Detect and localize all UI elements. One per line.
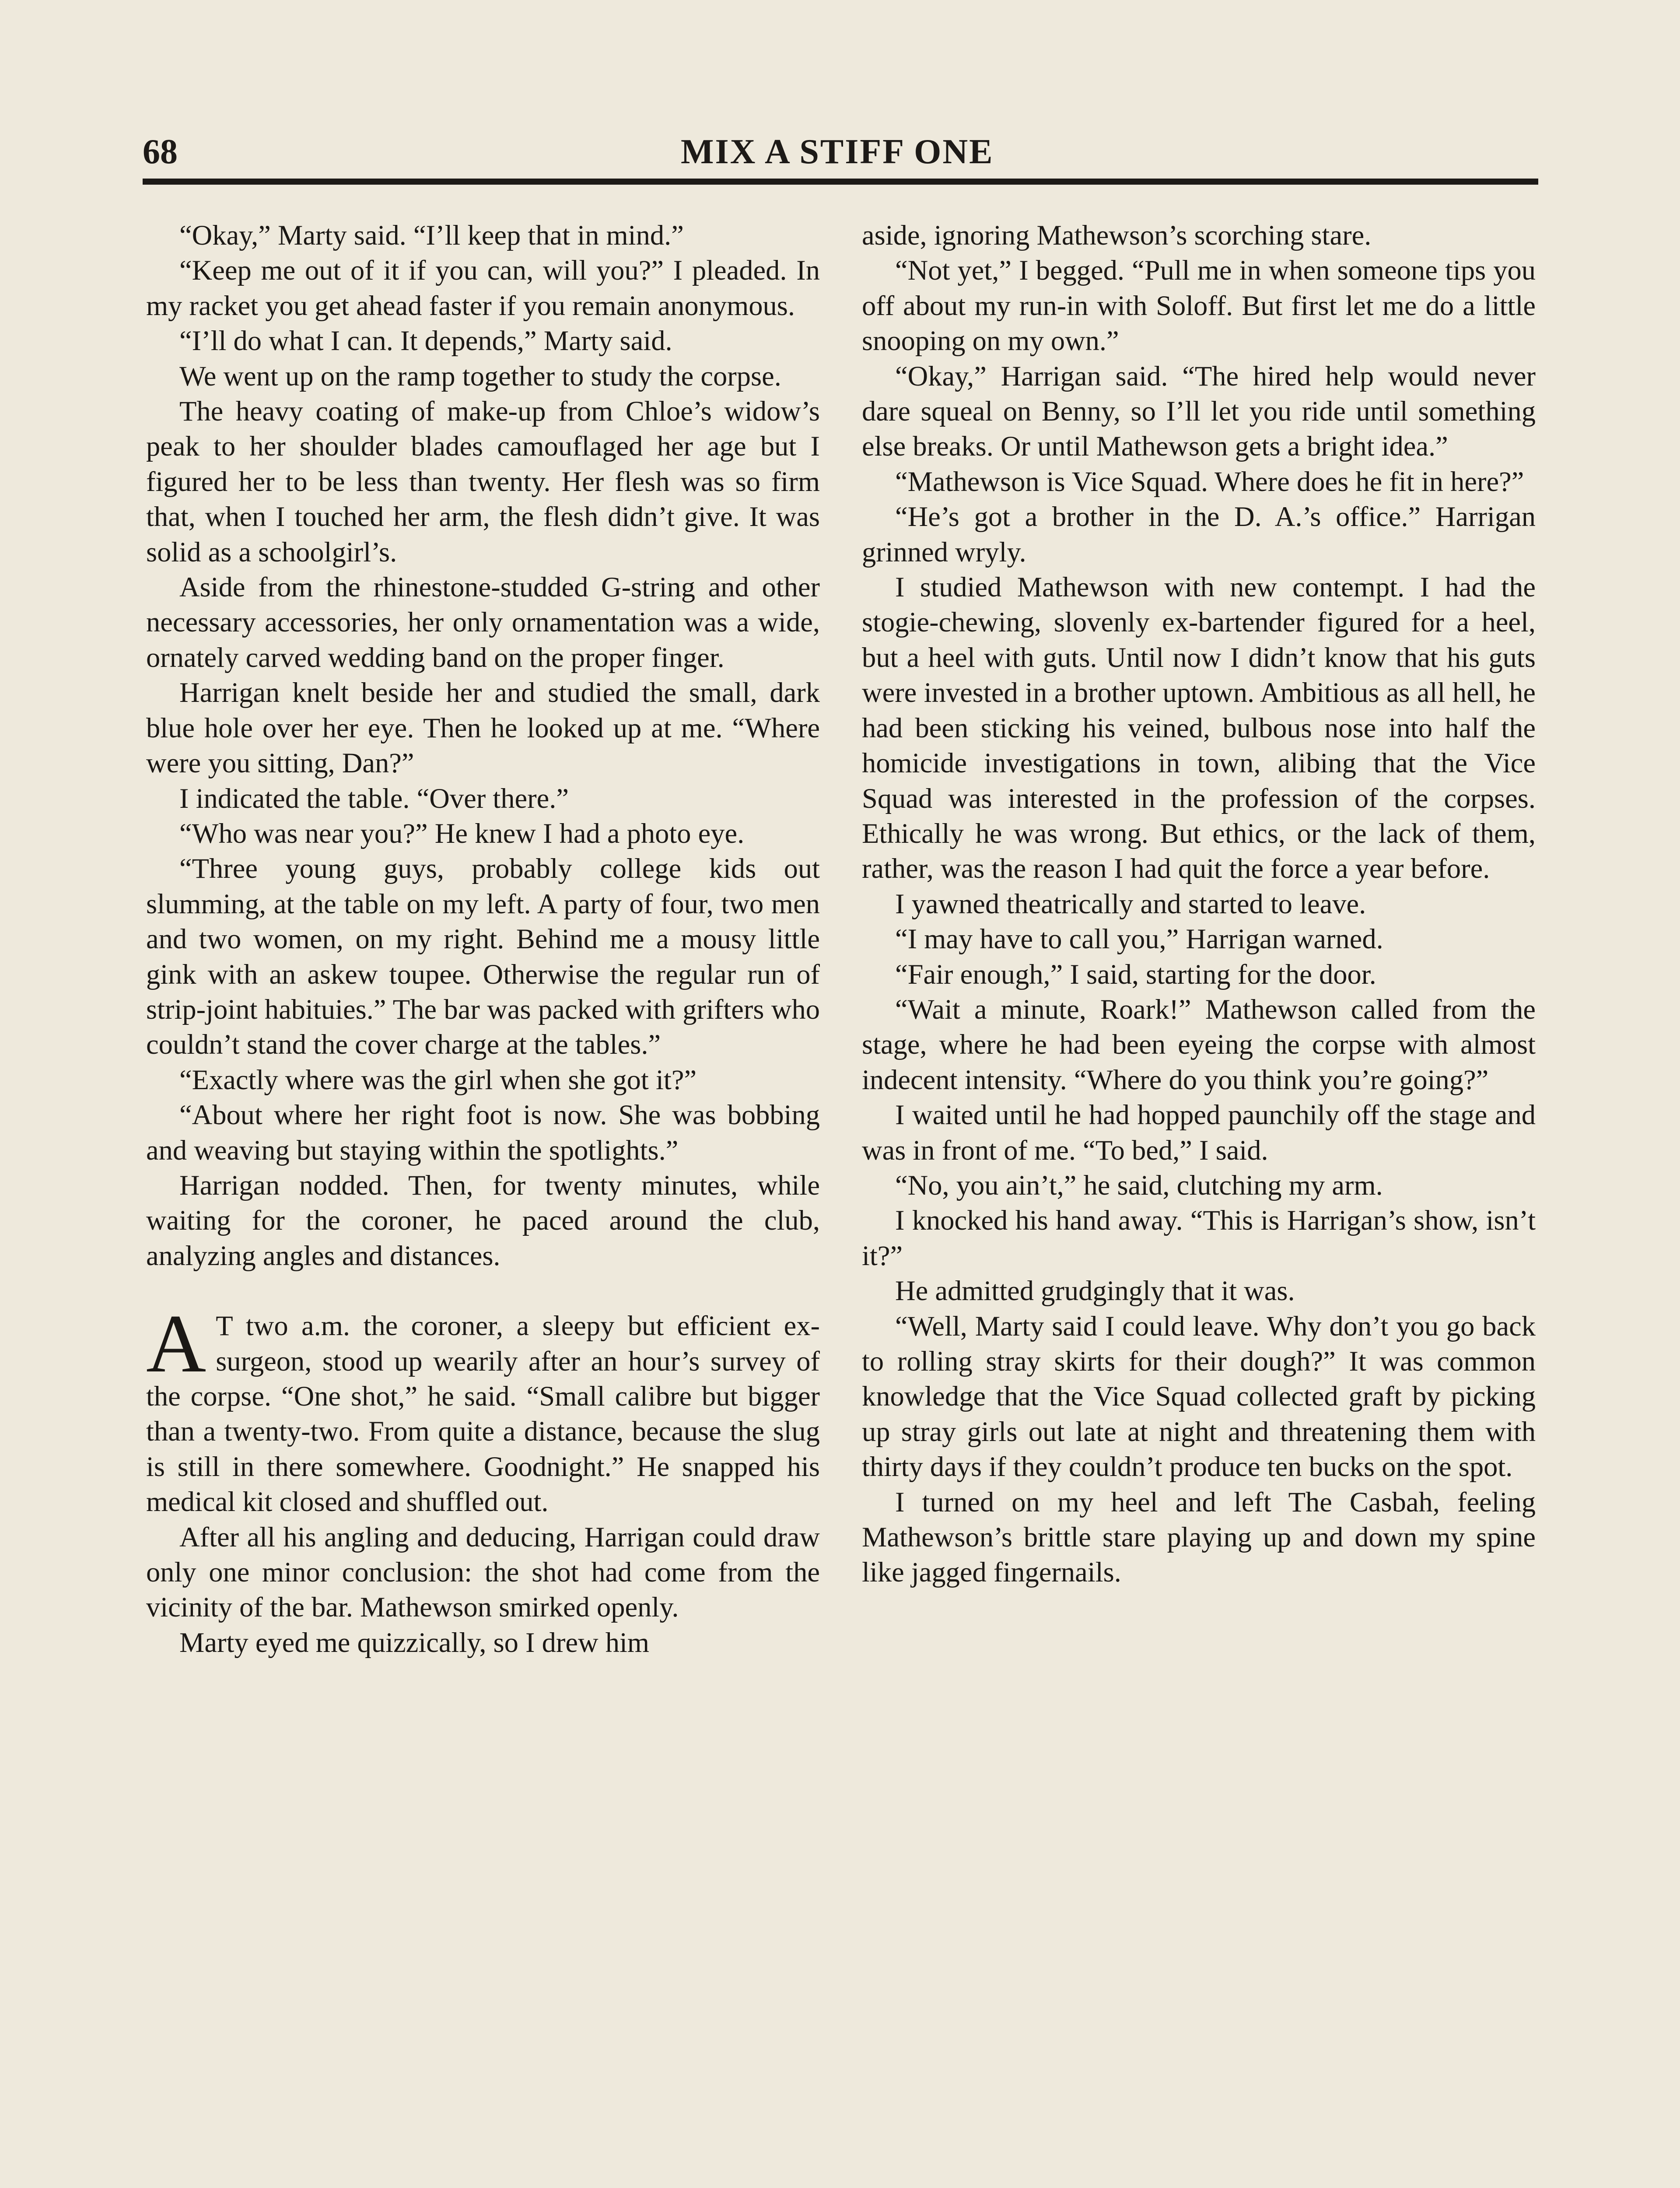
paragraph: “I may have to call you,” Harrigan warned. (895, 923, 1383, 955)
paragraph: He admitted grudgingly that it was. (895, 1275, 1295, 1307)
paragraph: “I’ll do what I can. It depends,” Marty said. (179, 325, 672, 357)
page-header (143, 130, 1538, 178)
paragraph: “Well, Marty said I could leave. Why don’t you go back to rolling stray skirts for their dough?” It was common knowledge that the Vice Squad collected graft by picking up stray girls out late at night and threatening them with thirty days if they couldn’t produce ten bucks on the spot. (862, 1310, 1536, 1483)
running-head-title: MIX A STIFF ONE (681, 133, 994, 171)
paragraph: Aside from the rhinestone-studded G-string and other necessary accessories, her only ornamentation was a wide, ornately carved wedding band on the proper finger. (146, 572, 820, 673)
paragraph: I indicated the table. “Over there.” (179, 782, 569, 814)
paragraph: “About where her right foot is now. She was bobbing and weaving but staying within the spotlights.” (146, 1099, 820, 1166)
paragraph: I turned on my heel and left The Casbah, feeling Mathewson’s brittle stare playing up and down my spine like jagged fingernails. (862, 1486, 1536, 1588)
right-column (862, 218, 1536, 1590)
paragraph: I yawned theatrically and started to leave. (895, 888, 1366, 919)
paragraph: After all his angling and deducing, Harrigan could draw only one minor conclusion: the shot had come from the vicinity of the bar. Mathewson smirked openly. (146, 1521, 820, 1623)
paragraph: We went up on the ramp together to study the corpse. (179, 360, 781, 392)
paragraph: Marty eyed me quizzically, so I drew him (179, 1627, 650, 1658)
paragraph: “No, you ain’t,” he said, clutching my arm. (895, 1169, 1383, 1201)
paragraph: “Wait a minute, Roark!” Mathewson called from the stage, where he had been eyeing the corpse with almost indecent intensity. “Where do you think you’re going?” (862, 993, 1536, 1095)
paragraph: “Mathewson is Vice Squad. Where does he fit in here?” (895, 466, 1524, 497)
left-column (146, 218, 820, 1660)
header-rule (143, 179, 1538, 185)
paragraph: Harrigan nodded. Then, for twenty minutes, while waiting for the coroner, he paced around the club, analyzing angles and distances. (146, 1169, 820, 1271)
paragraph: I knocked his hand away. “This is Harrigan’s show, isn’t it?” (862, 1205, 1536, 1271)
paragraph: “Okay,” Marty said. “I’ll keep that in mind.” (179, 220, 684, 251)
page-number: 68 (143, 133, 178, 171)
paragraph: I studied Mathewson with new contempt. I had the stogie-chewing, slovenly ex-bartender figured for a heel, but a heel with guts. Until now I didn’t know that his guts were invested in a brother uptown. Ambitious as all hell, he had been sticking his veined, bulbous nose into half the homicide investigations in town, alibing that the Vice Squad was interested in the profession of the corpses. Ethically he was wrong. But ethics, or the lack of them, rather, was the reason I had quit the force a year before. (862, 572, 1536, 884)
paragraph: “Okay,” Harrigan said. “The hired help would never dare squeal on Benny, so I’ll let you ride until something else breaks. Or until Mathewson gets a bright idea.” (862, 360, 1536, 462)
paragraph: The heavy coating of make-up from Chloe’s widow’s peak to her shoulder blades camouflaged her age but I figured her to be less than twenty. Her flesh was so firm that, when I touched her arm, the flesh didn’t give. It was solid as a schoolgirl’s. (146, 396, 820, 568)
paragraph: “Who was near you?” He knew I had a photo eye. (179, 817, 745, 849)
paragraph: I waited until he had hopped paunchily off the stage and was in front of me. “To bed,” I said. (862, 1099, 1536, 1166)
section-opening-paragraph (146, 1298, 820, 1519)
paragraph: “Keep me out of it if you can, will you?” I pleaded. In my racket you get ahead faster if you remain anonymous. (146, 255, 820, 321)
paragraph: “Three young guys, probably college kids out slumming, at the table on my left. A party of four, two men and two women, on my right. Behind me a mousy little gink with an askew toupee. Otherwise the regular run of strip-joint habituies.” The bar was packed with grifters who couldn’t stand the cover charge at the tables.” (146, 853, 820, 1060)
paragraph: “Not yet,” I begged. “Pull me in when someone tips you off about my run-in with Soloff. But first let me do a little snooping on my own.” (862, 255, 1536, 357)
paragraph: “Exactly where was the girl when she got it?” (179, 1064, 697, 1095)
drop-cap: A (146, 1298, 206, 1390)
continued-paragraph: aside, ignoring Mathewson’s scorching stare. (862, 220, 1372, 251)
paragraph: Harrigan knelt beside her and studied the small, dark blue hole over her eye. Then he looked up at me. “Where were you sitting, Dan?” (146, 677, 820, 779)
paragraph: “Fair enough,” I said, starting for the door. (895, 958, 1376, 990)
section-opening-text: T two a.m. the coroner, a sleepy but efficient ex-surgeon, stood up wearily after an hour’s survey of the corpse. “One shot,” he said. “Small calibre but bigger than a twenty-two. From quite a distance, because the slug is still in there somewhere. Goodnight.” He snapped his medical kit closed and shuffled out. (146, 1310, 820, 1518)
paragraph: “He’s got a brother in the D. A.’s office.” Harrigan grinned wryly. (862, 501, 1536, 568)
